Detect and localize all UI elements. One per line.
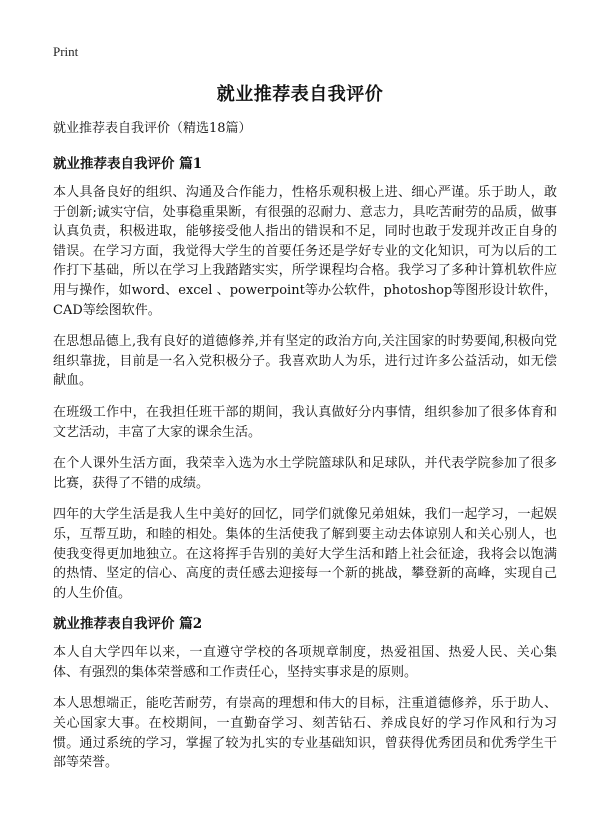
document-title: 就业推荐表自我评价: [216, 84, 384, 105]
section-2: [53, 615, 557, 773]
paragraph: 在思想品德上,我有良好的道德修养,并有坚定的政治方向,关注国家的时势要闻,积极向党组织靠拢，目前是一名入党积极分子。我喜欢助人为乐，进行过许多公益活动，如无偿献血。: [53, 334, 557, 389]
section-heading: 就业推荐表自我评价 篇1: [53, 156, 203, 172]
paragraph: 本人自大学四年以来，一直遵守学校的各项规章制度，热爱祖国、热爱人民、关心集体、有强烈的集体荣誉感和工作责任心，坚持实事求是的原则。: [53, 645, 557, 680]
paragraph: 在班级工作中，在我担任班干部的期间，我认真做好分内事情，组织参加了很多体育和文艺活动，丰富了大家的课余生活。: [53, 404, 557, 440]
section-heading: 就业推荐表自我评价 篇2: [53, 616, 203, 633]
print-link[interactable]: Print: [53, 44, 79, 59]
paragraph: 在个人课外生活方面，我荣幸入选为水土学院篮球队和足球队，并代表学院参加了很多比赛，获得了不错的成绩。: [53, 456, 557, 491]
paragraph: 四年的大学生活是我人生中美好的回忆，同学们就像兄弟姐妹，我们一起学习，一起娱乐，互帮互助，和睦的相处。集体的生活使我了解到要主动去体谅别人和关心别人，也使我变得更加地独立。在这将挥手告别的美好大学生活和踏上社会征途，我将会以饱满的热情、坚定的信心、高度的责任感去迎接每一个新的挑战，攀登新的高峰，实现自己的人生价值。: [53, 507, 557, 601]
document-body: [53, 120, 557, 785]
paragraph: 本人具备良好的组织、沟通及合作能力，性格乐观积极上进、细心严谨。乐于助人，敢于创新;诚实守信，处事稳重果断，有很强的忍耐力、意志力，具吃苦耐劳的品质，做事认真负责，积极进取，能够接受他人指出的错误和不足，同时也敢于发现并改正自身的错误。在学习方面，我觉得大学生的首要任务还是学好专业的文化知识，可为以后的工作打下基础，所以在学习上我踏踏实实，所学课程均合格。我学习了多种计算机软件应用与操作，如word、excel 、powerpoint等办公软件，photoshop等图形设计软件，CAD等绘图软件。: [53, 185, 557, 318]
paragraph: 本人思想端正，能吃苦耐劳，有崇高的理想和伟大的目标，注重道德修养，乐于助人、关心国家大事。在校期间，一直勤奋学习、刻苦钻石、养成良好的学习作风和行为习惯。通过系统的学习，掌握了较为扎实的专业基础知识，曾获得优秀团员和优秀学生干部等荣誉。: [53, 696, 557, 771]
document-subtitle: 就业推荐表自我评价（精选18篇）: [53, 121, 252, 136]
section-1: [53, 155, 557, 603]
